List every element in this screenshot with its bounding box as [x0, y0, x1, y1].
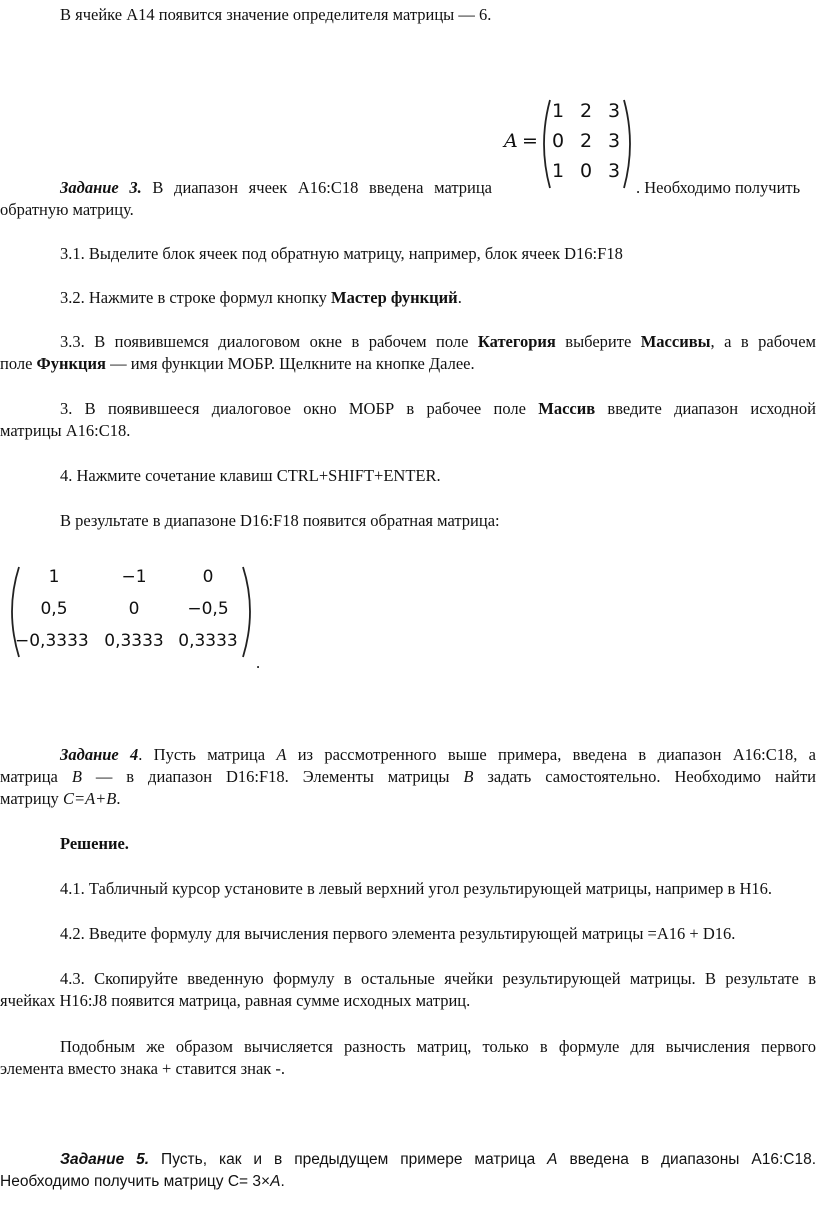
step-3-bold-array: Массив: [538, 399, 596, 418]
task4-line3: [0, 788, 121, 810]
task4-text: .: [116, 789, 121, 808]
matrix-a-cell: 1: [551, 100, 565, 122]
task4-var-b: B: [71, 767, 82, 786]
task4-text: задать самостоятельно. Необходимо найти: [473, 767, 816, 786]
step-3-3-bold-category: Категория: [477, 332, 556, 351]
step-3-2-bold: Мастер функций: [331, 288, 458, 307]
matrix-a-cell: 2: [579, 100, 593, 122]
difference-line2: элемента вместо знака + ставится знак -.: [0, 1059, 286, 1078]
step-3-2-end: .: [457, 288, 462, 307]
intro-line: В ячейке А14 появится значение определителя матрицы — 6.: [60, 5, 492, 24]
matrix-a-cell: 2: [579, 130, 593, 152]
matrix-a-cell: 1: [551, 160, 565, 182]
step-3-2-text: 3.2. Нажмите в строке формул кнопку: [60, 288, 332, 307]
task4-text: матрица: [0, 767, 72, 786]
step-3-3-text: поле: [0, 354, 37, 373]
step-4-3-line1: 4.3. Скопируйте введенную формулу в остальные ячейки результирующей матрицы. В результате в: [60, 969, 816, 988]
step-3-2: [60, 287, 462, 309]
matrix-a-cell: 3: [607, 100, 621, 122]
task4-text: из рассмотренного выше примера, введена в диапазон А16:С18, а: [286, 745, 816, 764]
step-3-3-text: выберите: [555, 332, 641, 351]
result-line: В результате в диапазоне D16:F18 появится обратная матрица:: [60, 511, 500, 530]
task4-line1: [60, 744, 816, 766]
difference-line1: Подобным же образом вычисляется разность матриц, только в формуле для вычисления первого: [60, 1037, 816, 1056]
inverse-matrix-cell: 0,5: [40, 599, 68, 619]
task4-formula: C=A+B: [62, 789, 117, 808]
matrix-a-name: A: [504, 130, 518, 152]
task5-var-a: A: [547, 1151, 558, 1168]
task5-text: введена в диапазоны А16:С18.: [557, 1151, 816, 1168]
task5-text: Необходимо получить матрицу С= 3×: [0, 1173, 271, 1190]
matrix-a-cell: 3: [607, 130, 621, 152]
step-3-3-bold-arrays: Массивы: [640, 332, 711, 351]
step-3-line2: матрицы А16:С18.: [0, 421, 131, 440]
task3-text: В диапазон ячеек А16:С18 введена матрица: [152, 178, 492, 197]
inverse-matrix-cell: −0,3333: [15, 631, 89, 651]
step-3-line1: [60, 398, 816, 420]
task5-line1: [60, 1149, 816, 1171]
step-4-2: 4.2. Введите формулу для вычисления первого элемента результирующей матрицы =А16 + D16.: [60, 924, 736, 943]
inverse-matrix-dot: .: [256, 653, 261, 672]
step-4-3-line2: ячейках H16:J8 появится матрица, равная сумме исходных матриц.: [0, 991, 471, 1010]
task4-var-a: A: [276, 745, 287, 764]
step-3-3-line2: [0, 353, 475, 375]
inverse-matrix-cell: −0,5: [187, 599, 229, 619]
step-3-3-line1: [60, 331, 816, 353]
inverse-matrix-cell: 0: [128, 599, 140, 619]
task5-var-a: A: [270, 1173, 281, 1190]
inverse-matrix-cell: −1: [121, 567, 147, 587]
task4-label: Задание 4: [60, 745, 139, 764]
step-3-3-text: 3.3. В появившемся диалоговом окне в рабочем поле: [60, 332, 478, 351]
step-3-1: 3.1. Выделите блок ячеек под обратную матрицу, например, блок ячеек D16:F18: [60, 244, 623, 263]
task5-text: Пусть, как и в предыдущем примере матрица: [149, 1151, 548, 1168]
task4-text: — в диапазон D16:F18. Элементы матрицы: [81, 767, 464, 786]
solution-heading: Решение.: [60, 834, 129, 853]
task3-line1: [60, 177, 492, 199]
step-3-3-bold-function: Функция: [36, 354, 106, 373]
inverse-matrix-cell: 1: [48, 567, 60, 587]
matrix-a-cell: 0: [579, 160, 593, 182]
step-3-3-text: — имя функции МОБР. Щелкните на кнопке Далее.: [105, 354, 475, 373]
step-3-text: введите диапазон исходной: [595, 399, 816, 418]
step-3-3-text: , а в рабочем: [710, 332, 816, 351]
task3-label: Задание 3.: [60, 178, 142, 197]
inverse-matrix-cell: 0,3333: [104, 631, 164, 651]
inverse-matrix: [5, 563, 255, 663]
task5-text: .: [280, 1173, 285, 1190]
step-3-text: 3. В появившееся диалоговое окно МОБР в рабочее поле: [60, 399, 539, 418]
task4-text: матрицу: [0, 789, 63, 808]
inverse-matrix-cell: 0: [202, 567, 214, 587]
matrix-a-equals: =: [522, 130, 538, 152]
task5-label: Задание 5.: [60, 1151, 150, 1168]
task3-line2: обратную матрицу.: [0, 200, 134, 219]
task3-line1-tail: . Необходимо получить: [636, 178, 801, 197]
task4-line2: [0, 766, 816, 788]
step-4-1: 4.1. Табличный курсор установите в левый верхний угол результирующей матрицы, например в H16.: [60, 879, 772, 898]
task5-line2: [0, 1171, 285, 1193]
inverse-matrix-cell: 0,3333: [178, 631, 238, 651]
task4-var-b: B: [463, 767, 474, 786]
step-4: 4. Нажмите сочетание клавиш CTRL+SHIFT+ENTER.: [60, 466, 441, 485]
task4-text: . Пусть матрица: [138, 745, 277, 764]
matrix-a-cell: 0: [551, 130, 565, 152]
matrix-a: [504, 96, 634, 192]
matrix-a-cell: 3: [607, 160, 621, 182]
